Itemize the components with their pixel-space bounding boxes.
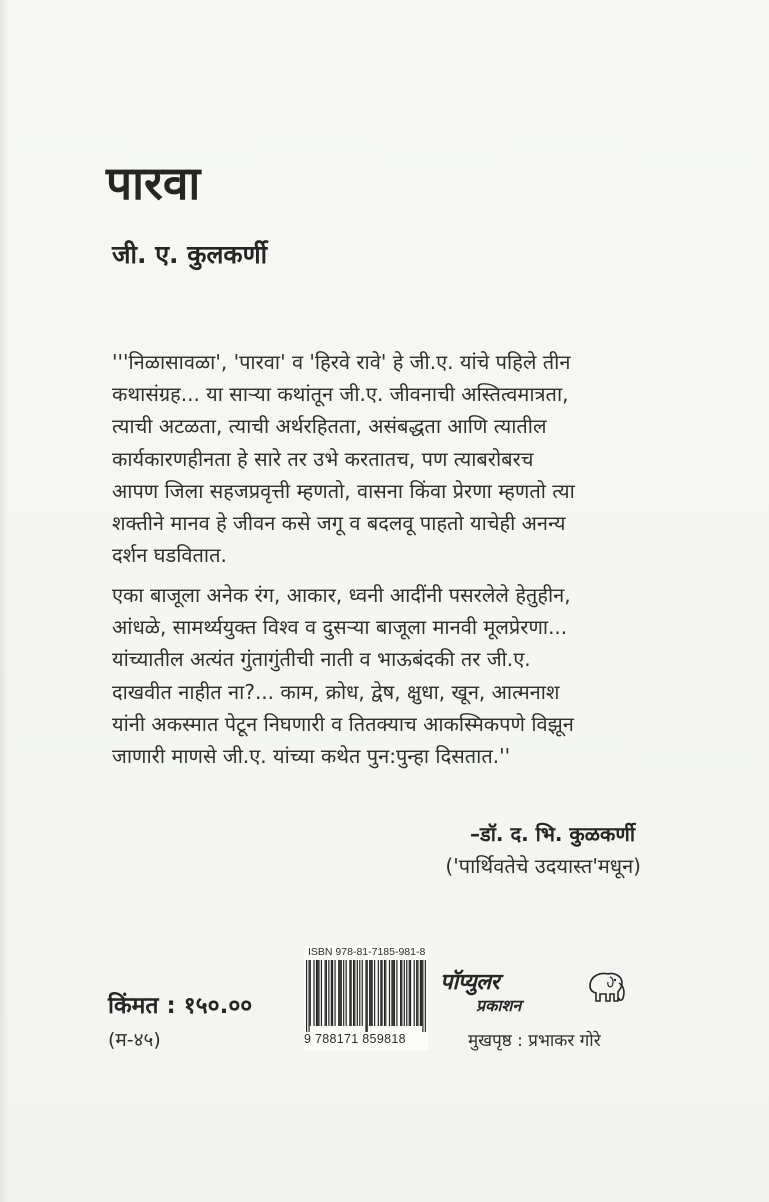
publisher-logo [440,966,630,1024]
barcode-bar [318,960,319,1026]
barcode-bar [313,960,314,1026]
barcode-bar [420,960,421,1026]
book-author: जी. ए. कुलकर्णी [112,240,268,269]
blurb-line: शक्तीने मानव हे जीवन कसे जगू व बदलवू पाहतो याचेही अनन्य [112,511,566,536]
barcode-bar [421,960,422,1026]
barcode-bar [357,960,358,1026]
barcode-bar [343,960,344,1026]
blurb-line: दाखवीत नाहीत ना?... काम, क्रोध, द्वेष, क्षुधा, खून, आत्मनाश [112,679,560,704]
barcode-bar [362,960,363,1026]
cover-design-credit: मुखपृष्ठ : प्रभाकर गोरे [468,1031,601,1051]
barcode-bar [381,960,382,1026]
blurb-line: दर्शन घडवितात. [112,543,227,568]
barcode-bar [338,960,339,1026]
barcode-bar [341,960,342,1026]
barcode-bar [417,960,418,1026]
barcode-bar [328,960,329,1026]
barcode-digits: 9 788171 859818 [304,1032,406,1046]
barcode-bar [310,960,311,1026]
barcode-bar [416,960,417,1026]
barcode-bar [317,960,318,1026]
blurb-paragraph-2 [112,579,652,772]
barcode-bar [331,960,332,1026]
price-label: किंमत : १५०.०० [108,993,253,1019]
publisher-logo-line-2: प्रकाशन [476,996,522,1015]
barcode-bar [422,960,423,1032]
catalog-code: (म-४५) [108,1029,161,1051]
barcode-bar [400,960,401,1026]
blurb-line: '''निळासावळा', 'पारवा' व 'हिरवे रावे' हे जी.ए. यांचे पहिले तीन [112,350,571,374]
barcode-bar [354,960,355,1026]
barcode-bar [380,960,381,1026]
barcode-bar [367,960,368,1032]
barcode-bar [409,960,410,1026]
barcode-bar [389,960,390,1026]
barcode-bar [378,960,379,1026]
barcode-bar [401,960,402,1026]
barcode-graphic [306,960,426,1032]
barcode-bar [365,960,366,1032]
barcode-bar [393,960,394,1026]
barcode-bar [308,960,309,1032]
barcode-bar [394,960,395,1026]
isbn-barcode [304,946,428,1050]
barcode-bar [410,960,411,1026]
barcode-bar [353,960,354,1026]
barcode-bar [316,960,317,1026]
barcode-bar [374,960,375,1026]
blurb-line: आपण जिला सहजप्रवृत्ती म्हणतो, वासना किंवा प्रेरणा म्हणतो त्या [112,478,575,503]
barcode-bar [370,960,371,1026]
barcode-bar [359,960,360,1026]
barcode-bar [334,960,335,1026]
barcode-bar [372,960,373,1026]
blurb-line: एका बाजूला अनेक रंग, आकार, ध्वनी आदींनी पसरलेले हेतुहीन, [112,583,571,607]
barcode-bar [321,960,322,1026]
barcode-bar [385,960,386,1026]
blurb-line: आंधळे, सामर्थ्ययुक्त विश्व व दुसऱ्या बाजूला मानवी मूलप्रेरणा... [112,615,568,640]
barcode-bar [391,960,392,1026]
blurb-line: जाणारी माणसे जी.ए. यांच्या कथेत पुन:पुन्हा दिसतात.'' [112,744,511,769]
publisher-logo-line-1: पॉप्युलर [440,970,499,995]
barcode-bar [306,960,307,1032]
blurb-paragraph-1 [112,346,652,571]
blurb-line: त्याची अटळता, त्याची अर्थरहितता, असंबद्धता आणि त्यातील [112,414,547,439]
blurb-line: कथासंग्रह... या साऱ्या कथांतून जी.ए. जीवनाची अस्तित्वमात्रता, [112,382,569,407]
barcode-bar [406,960,407,1026]
barcode-bar [339,960,340,1026]
barcode-bar [425,960,426,1032]
barcode-bar [346,960,347,1026]
barcode-bar [404,960,405,1026]
barcode-bar [325,960,326,1026]
barcode-bar [351,960,352,1026]
barcode-bar [369,960,370,1026]
barcode-bar [349,960,350,1026]
quote-source: ('पार्थिवतेचे उदयास्त'मधून) [445,854,641,878]
barcode-bar [326,960,327,1026]
barcode-bar [414,960,415,1026]
barcode-bar [332,960,333,1026]
elephant-icon [584,968,628,1004]
isbn-number: ISBN 978-81-7185-981-8 [308,946,426,958]
barcode-bar [396,960,397,1026]
barcode-bar [384,960,385,1026]
blurb-line: यांनी अकस्मात पेटून निघणारी व तितक्याच आकस्मिकपणे विझून [112,711,574,736]
quote-attribution: –डॉ. द. भि. कुळकर्णी [470,822,635,846]
blurb-line: यांच्यातील अत्यंत गुंतागुंतीची नाती व भाऊबंदकी तर जी.ए. [112,647,531,672]
book-title: पारवा [106,156,201,210]
blurb-line: कार्यकारणहीनता हे सारे तर उभे करतातच, पण त्याबरोबरच [112,446,534,471]
page-edge-shadow [0,0,8,1202]
